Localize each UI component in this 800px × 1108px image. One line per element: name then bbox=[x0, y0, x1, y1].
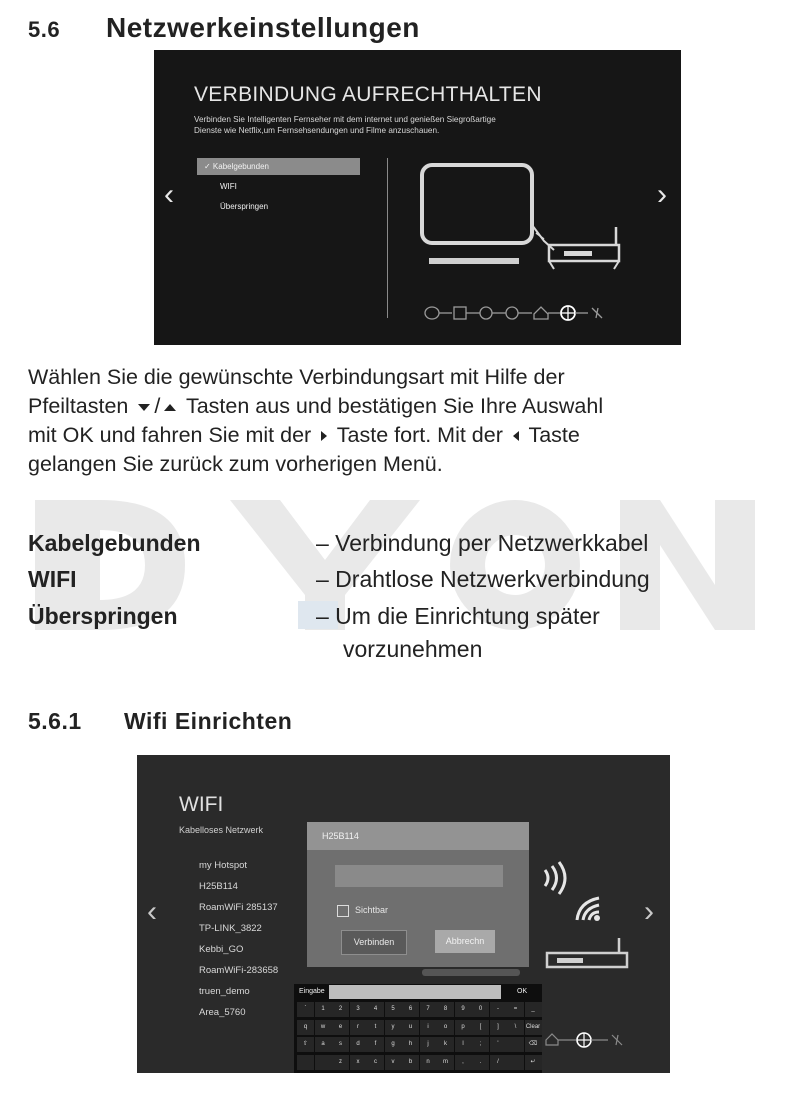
keyboard-key[interactable]: l bbox=[455, 1037, 472, 1052]
divider bbox=[387, 158, 388, 318]
password-input[interactable] bbox=[335, 865, 503, 887]
network-item[interactable]: my Hotspot bbox=[199, 860, 248, 871]
keyboard-key[interactable]: 1 bbox=[315, 1002, 332, 1017]
keyboard-key[interactable]: o bbox=[437, 1020, 454, 1035]
arrow-right-icon bbox=[321, 431, 327, 441]
keyboard-key[interactable]: . bbox=[472, 1055, 489, 1070]
visible-checkbox-label: Sichtbar bbox=[355, 905, 389, 915]
keyboard-key[interactable]: r bbox=[350, 1020, 367, 1035]
keyboard-key[interactable]: [ bbox=[472, 1020, 489, 1035]
keyboard-key[interactable]: ⇧ bbox=[297, 1037, 314, 1052]
nav-right-arrow[interactable]: › bbox=[657, 178, 667, 211]
instruction-text: Taste bbox=[528, 423, 580, 447]
wifi-setup-screenshot bbox=[137, 755, 670, 1073]
keyboard-key[interactable]: 0 bbox=[472, 1002, 489, 1017]
desc-kabelgebunden: – Verbindung per Netzwerkkabel bbox=[316, 530, 649, 556]
setup-steps-icons bbox=[542, 1028, 642, 1050]
arrow-up-icon bbox=[164, 404, 176, 411]
keyboard-key[interactable]: j bbox=[420, 1037, 437, 1052]
keyboard-key[interactable] bbox=[315, 1055, 332, 1070]
keyboard-key[interactable]: y bbox=[385, 1020, 402, 1035]
keyboard-key[interactable]: b bbox=[402, 1055, 419, 1070]
keyboard-key[interactable]: e bbox=[332, 1020, 349, 1035]
keyboard-key[interactable] bbox=[507, 1037, 524, 1052]
term-wifi: WIFI bbox=[28, 566, 77, 592]
setup-steps-icons bbox=[422, 300, 637, 326]
dialog-header bbox=[307, 822, 529, 850]
instruction-line-1: Wählen Sie die gewünschte Verbindungsart mit Hilfe der bbox=[28, 365, 565, 389]
keyboard-key[interactable]: v bbox=[385, 1055, 402, 1070]
keyboard-key[interactable]: 5 bbox=[385, 1002, 402, 1017]
screen-title: VERBINDUNG AUFRECHTHALTEN bbox=[194, 83, 542, 106]
section-number: 5.6 bbox=[28, 17, 61, 42]
keyboard-key[interactable]: 7 bbox=[420, 1002, 437, 1017]
keyboard-key[interactable]: g bbox=[385, 1037, 402, 1052]
onscreen-keyboard bbox=[294, 984, 542, 1073]
screen-description bbox=[194, 114, 574, 136]
network-item[interactable]: Area_5760 bbox=[199, 1007, 246, 1018]
keyboard-key[interactable]: h bbox=[402, 1037, 419, 1052]
keyboard-key[interactable]: ] bbox=[490, 1020, 507, 1035]
keyboard-ok-button[interactable]: OK bbox=[517, 988, 528, 995]
keyboard-key[interactable]: ⌫ bbox=[525, 1037, 542, 1052]
instruction-line-4: gelangen Sie zurück zum vorherigen Menü. bbox=[28, 452, 443, 476]
keyboard-key[interactable]: w bbox=[315, 1020, 332, 1035]
desc-ueberspringen-cont: vorzunehmen bbox=[343, 636, 483, 662]
instruction-paragraph bbox=[28, 363, 778, 479]
network-item[interactable]: Kebbi_GO bbox=[199, 944, 244, 955]
instruction-text: Tasten aus und bestätigen Sie Ihre Auswahl bbox=[185, 394, 604, 418]
subsection-number: 5.6.1 bbox=[28, 708, 82, 734]
keyboard-key[interactable]: - bbox=[490, 1002, 507, 1017]
keyboard-input-field[interactable] bbox=[329, 985, 501, 999]
nav-left-arrow[interactable]: ‹ bbox=[147, 895, 157, 928]
keyboard-key[interactable]: z bbox=[332, 1055, 349, 1070]
arrow-left-icon bbox=[513, 431, 519, 441]
network-item[interactable]: TP-LINK_3822 bbox=[199, 923, 262, 934]
keyboard-key[interactable]: p bbox=[455, 1020, 472, 1035]
keyboard-input-label: Eingabe bbox=[299, 988, 325, 995]
screen-subtitle: Kabelloses Netzwerk bbox=[179, 825, 264, 835]
instruction-text: mit OK und fahren Sie mit der bbox=[28, 423, 312, 447]
keyboard-key[interactable]: , bbox=[455, 1055, 472, 1070]
instruction-separator: / bbox=[154, 394, 161, 418]
network-item[interactable]: RoamWiFi-283658 bbox=[199, 965, 279, 976]
network-item[interactable]: truen_demo bbox=[199, 986, 250, 997]
keyboard-key[interactable]: 9 bbox=[455, 1002, 472, 1017]
instruction-text: Taste fort. Mit der bbox=[336, 423, 503, 447]
keyboard-key[interactable]: c bbox=[367, 1055, 384, 1070]
nav-left-arrow[interactable]: ‹ bbox=[164, 178, 174, 211]
keyboard-key[interactable]: t bbox=[367, 1020, 384, 1035]
keyboard-key[interactable]: ↵ bbox=[525, 1055, 542, 1070]
nav-right-arrow[interactable]: › bbox=[644, 895, 654, 928]
keyboard-key[interactable] bbox=[297, 1055, 314, 1070]
subsection-title: Wifi Einrichten bbox=[124, 708, 293, 734]
keyboard-key[interactable]: _ bbox=[525, 1002, 542, 1017]
tv-stand-shadow bbox=[422, 969, 520, 976]
wifi-password-dialog bbox=[307, 822, 529, 967]
screen-title: WIFI bbox=[179, 793, 224, 816]
keyboard-key[interactable]: n bbox=[420, 1055, 437, 1070]
desc-ueberspringen: – Um die Einrichtung später bbox=[316, 603, 600, 629]
keyboard-key[interactable]: a bbox=[315, 1037, 332, 1052]
keyboard-key[interactable]: \ bbox=[507, 1020, 524, 1035]
subsection-heading bbox=[28, 708, 292, 735]
keyboard-key[interactable]: f bbox=[367, 1037, 384, 1052]
cancel-button[interactable]: Abbrechn bbox=[435, 930, 495, 953]
keyboard-key[interactable]: 2 bbox=[332, 1002, 349, 1017]
connect-button[interactable]: Verbinden bbox=[341, 930, 407, 955]
desc-line-2: Dienste wie Netflix,um Fernsehsendungen und Filme anzuschauen. bbox=[194, 126, 440, 135]
keyboard-key[interactable]: Clear bbox=[525, 1020, 542, 1035]
keyboard-key[interactable]: m bbox=[437, 1055, 454, 1070]
keyboard-key[interactable]: x bbox=[350, 1055, 367, 1070]
menu-item-ueberspringen[interactable]: Überspringen bbox=[220, 202, 269, 211]
keyboard-key[interactable]: u bbox=[402, 1020, 419, 1035]
keyboard-key[interactable]: 4 bbox=[367, 1002, 384, 1017]
arrow-down-icon bbox=[138, 404, 150, 411]
keyboard-key[interactable]: ; bbox=[472, 1037, 489, 1052]
network-item[interactable]: RoamWiFi 285137 bbox=[199, 902, 278, 913]
instruction-line-2 bbox=[28, 392, 778, 421]
menu-item-kabelgebunden[interactable]: ✓ Kabelgebunden bbox=[204, 162, 269, 171]
menu-item-wifi[interactable]: WIFI bbox=[220, 182, 237, 191]
keyboard-key[interactable]: / bbox=[490, 1055, 507, 1070]
keyboard-key[interactable]: 3 bbox=[350, 1002, 367, 1017]
keyboard-key[interactable] bbox=[507, 1055, 524, 1070]
keyboard-key[interactable]: q bbox=[297, 1020, 314, 1035]
term-kabelgebunden: Kabelgebunden bbox=[28, 530, 201, 556]
wifi-router-illustration bbox=[537, 860, 637, 980]
section-title: Netzwerkeinstellungen bbox=[106, 12, 420, 43]
keyboard-key[interactable]: 6 bbox=[402, 1002, 419, 1017]
network-item[interactable]: H25B114 bbox=[199, 881, 238, 892]
keyboard-key[interactable]: = bbox=[507, 1002, 524, 1017]
desc-line-1: Verbinden Sie Intelligenten Fernseher mit dem internet und genießen Siegroßartige bbox=[194, 115, 496, 124]
instruction-line-3 bbox=[28, 421, 778, 450]
network-setup-screenshot bbox=[154, 50, 681, 345]
dialog-title: H25B114 bbox=[322, 831, 359, 841]
instruction-text: Pfeiltasten bbox=[28, 394, 129, 418]
keyboard-key[interactable]: i bbox=[420, 1020, 437, 1035]
visible-checkbox[interactable] bbox=[337, 905, 349, 917]
keyboard-key[interactable]: k bbox=[437, 1037, 454, 1052]
term-ueberspringen: Überspringen bbox=[28, 603, 178, 629]
keyboard-key[interactable]: s bbox=[332, 1037, 349, 1052]
desc-wifi: – Drahtlose Netzwerkverbindung bbox=[316, 566, 650, 592]
keyboard-key[interactable]: 8 bbox=[437, 1002, 454, 1017]
keyboard-key[interactable]: ` bbox=[297, 1002, 314, 1017]
keyboard-key[interactable]: d bbox=[350, 1037, 367, 1052]
keyboard-key[interactable]: ' bbox=[490, 1037, 507, 1052]
section-heading bbox=[28, 12, 420, 44]
